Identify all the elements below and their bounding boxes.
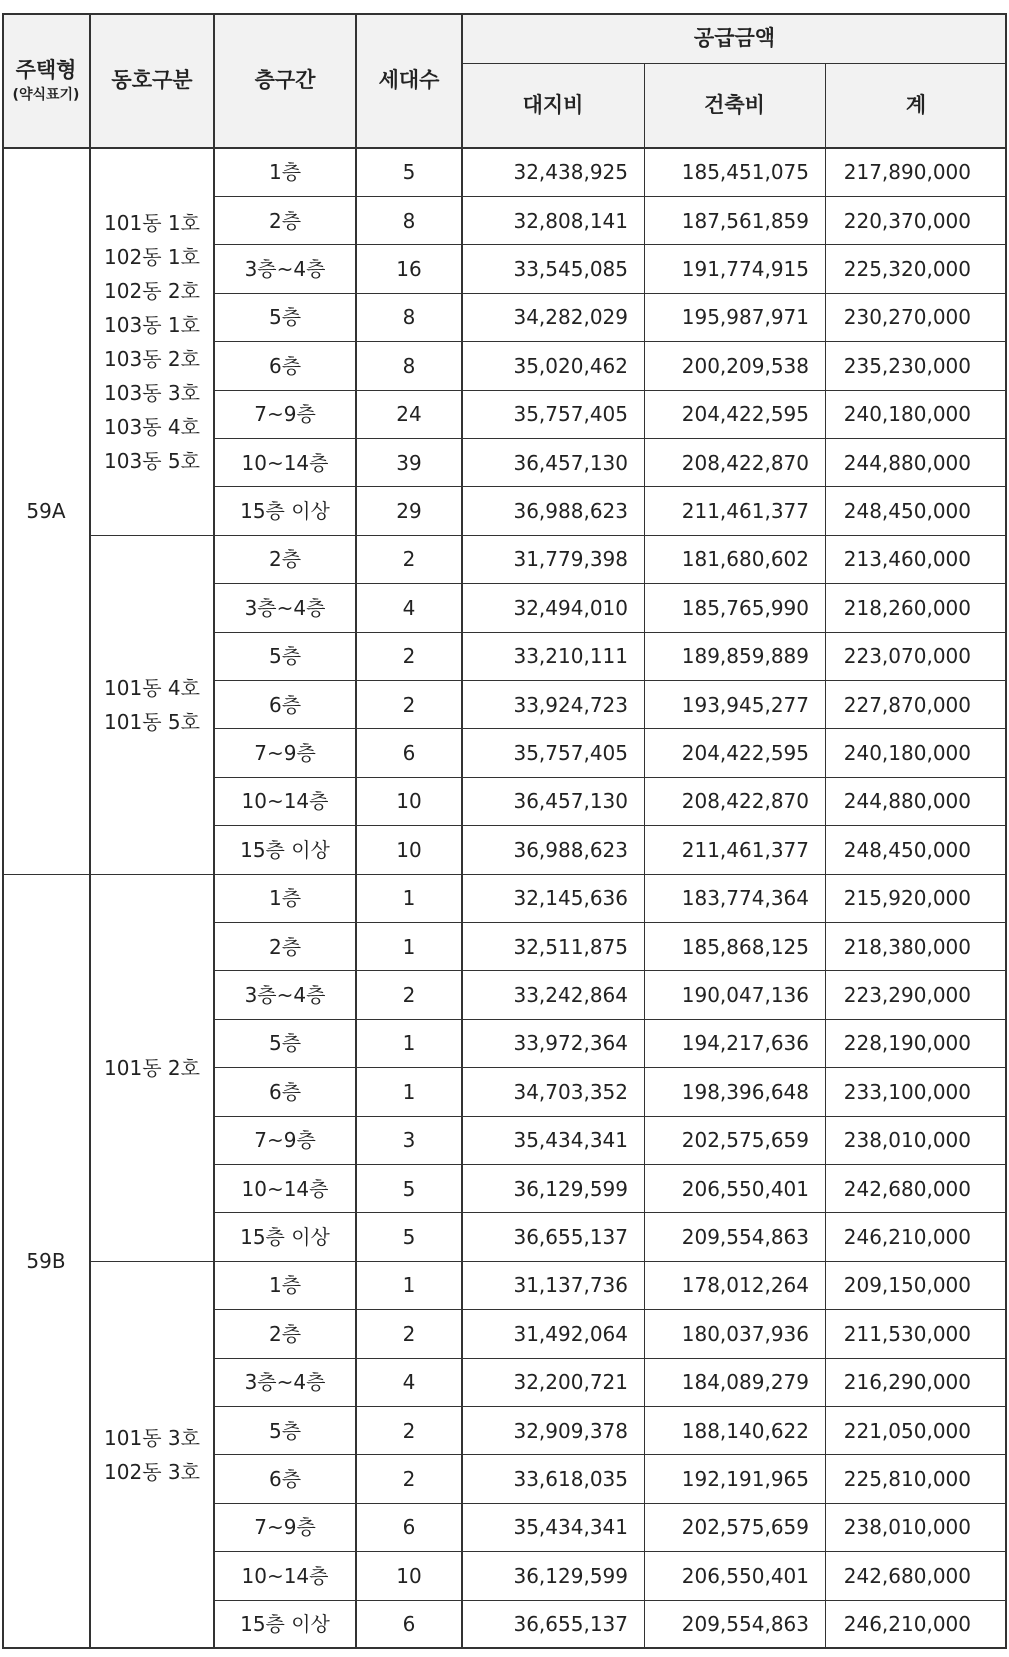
households-cell: 1 bbox=[402, 886, 416, 911]
building-cost-cell: 193,945,277 bbox=[681, 692, 809, 717]
unit-label: 103동 1호 bbox=[104, 312, 200, 337]
floor-range-cell: 3층~4층 bbox=[244, 982, 326, 1007]
households-cell: 1 bbox=[402, 1273, 416, 1298]
land-cost-cell: 32,808,141 bbox=[513, 208, 628, 233]
land-cost-cell: 33,242,864 bbox=[513, 982, 628, 1007]
grid-line bbox=[89, 14, 91, 1648]
building-cost-cell: 183,774,364 bbox=[681, 886, 809, 911]
households-cell: 2 bbox=[402, 692, 416, 717]
total-cell: 211,530,000 bbox=[843, 1321, 971, 1346]
land-cost-cell: 33,545,085 bbox=[513, 256, 628, 281]
building-cost-cell: 211,461,377 bbox=[681, 498, 809, 523]
floor-range-cell: 10~14층 bbox=[241, 1176, 329, 1201]
header-total: 계 bbox=[825, 63, 1007, 148]
unit-group-cell bbox=[90, 148, 214, 535]
households-cell: 5 bbox=[402, 1224, 416, 1249]
grid-line bbox=[461, 14, 463, 1648]
grid-line bbox=[213, 14, 215, 1648]
grid-line bbox=[2, 14, 4, 1648]
total-cell: 220,370,000 bbox=[843, 208, 971, 233]
building-cost-cell: 194,217,636 bbox=[681, 1031, 809, 1056]
unit-label: 102동 3호 bbox=[104, 1459, 200, 1484]
total-cell: 209,150,000 bbox=[843, 1273, 971, 1298]
land-cost-cell: 34,282,029 bbox=[513, 305, 628, 330]
building-cost-cell: 204,422,595 bbox=[681, 740, 809, 765]
grid-line bbox=[2, 1647, 1007, 1649]
land-cost-cell: 36,129,599 bbox=[513, 1176, 628, 1201]
land-cost-cell: 32,200,721 bbox=[513, 1370, 628, 1395]
grid-line bbox=[1005, 14, 1007, 1648]
total-cell: 242,680,000 bbox=[843, 1563, 971, 1588]
building-cost-cell: 208,422,870 bbox=[681, 450, 809, 475]
grid-line bbox=[355, 14, 357, 1648]
total-cell: 225,810,000 bbox=[843, 1466, 971, 1491]
housing-type-cell: 59A bbox=[26, 499, 66, 523]
floor-range-cell: 10~14층 bbox=[241, 789, 329, 814]
floor-range-cell: 5층 bbox=[268, 1418, 302, 1443]
building-cost-cell: 187,561,859 bbox=[681, 208, 809, 233]
households-cell: 1 bbox=[402, 1079, 416, 1104]
households-cell: 8 bbox=[402, 208, 416, 233]
total-cell: 233,100,000 bbox=[843, 1079, 971, 1104]
floor-range-cell: 7~9층 bbox=[254, 1128, 316, 1153]
total-cell: 227,870,000 bbox=[843, 692, 971, 717]
floor-range-cell: 2층 bbox=[268, 934, 302, 959]
building-cost-cell: 200,209,538 bbox=[681, 353, 809, 378]
land-cost-cell: 35,434,341 bbox=[513, 1128, 628, 1153]
floor-range-cell: 5층 bbox=[268, 644, 302, 669]
building-cost-cell: 185,868,125 bbox=[681, 934, 809, 959]
land-cost-cell: 36,655,137 bbox=[513, 1224, 628, 1249]
unit-label: 103동 3호 bbox=[104, 380, 200, 405]
unit-label: 101동 3호 bbox=[104, 1425, 200, 1450]
floor-range-cell: 1층 bbox=[268, 160, 302, 185]
total-cell: 223,290,000 bbox=[843, 982, 971, 1007]
total-cell: 244,880,000 bbox=[843, 789, 971, 814]
building-cost-cell: 206,550,401 bbox=[681, 1563, 809, 1588]
total-cell: 223,070,000 bbox=[843, 644, 971, 669]
land-cost-cell: 32,909,378 bbox=[513, 1418, 628, 1443]
land-cost-cell: 32,511,875 bbox=[513, 934, 628, 959]
households-cell: 4 bbox=[402, 1370, 416, 1395]
unit-group-cell bbox=[90, 1261, 214, 1648]
total-cell: 221,050,000 bbox=[843, 1418, 971, 1443]
building-cost-cell: 204,422,595 bbox=[681, 402, 809, 427]
land-cost-cell: 33,924,723 bbox=[513, 692, 628, 717]
land-cost-cell: 33,210,111 bbox=[513, 644, 628, 669]
grid-line bbox=[462, 63, 1007, 64]
total-cell: 242,680,000 bbox=[843, 1176, 971, 1201]
land-cost-cell: 35,757,405 bbox=[513, 402, 628, 427]
total-cell: 228,190,000 bbox=[843, 1031, 971, 1056]
floor-range-cell: 7~9층 bbox=[254, 402, 316, 427]
land-cost-cell: 36,655,137 bbox=[513, 1612, 628, 1637]
building-cost-cell: 208,422,870 bbox=[681, 789, 809, 814]
floor-range-cell: 6층 bbox=[268, 353, 302, 378]
floor-range-cell: 6층 bbox=[268, 692, 302, 717]
building-cost-cell: 189,859,889 bbox=[681, 644, 809, 669]
land-cost-cell: 33,618,035 bbox=[513, 1466, 628, 1491]
floor-range-cell: 15층 이상 bbox=[240, 498, 330, 523]
building-cost-cell: 190,047,136 bbox=[681, 982, 809, 1007]
land-cost-cell: 33,972,364 bbox=[513, 1031, 628, 1056]
floor-range-cell: 15층 이상 bbox=[240, 1224, 330, 1249]
housing-type-cell: 59B bbox=[26, 1249, 66, 1274]
total-cell: 244,880,000 bbox=[843, 450, 971, 475]
total-cell: 248,450,000 bbox=[843, 498, 971, 523]
land-cost-cell: 36,988,623 bbox=[513, 837, 628, 862]
header-land-cost: 대지비 bbox=[462, 63, 644, 148]
total-cell: 240,180,000 bbox=[843, 740, 971, 765]
unit-label: 103동 2호 bbox=[104, 346, 200, 371]
land-cost-cell: 34,703,352 bbox=[513, 1079, 628, 1104]
building-cost-cell: 181,680,602 bbox=[681, 547, 809, 572]
land-cost-cell: 32,145,636 bbox=[513, 886, 628, 911]
total-cell: 240,180,000 bbox=[843, 402, 971, 427]
households-cell: 2 bbox=[402, 1466, 416, 1491]
households-cell: 6 bbox=[402, 740, 416, 765]
households-cell: 39 bbox=[396, 450, 422, 475]
building-cost-cell: 191,774,915 bbox=[681, 256, 809, 281]
households-cell: 2 bbox=[402, 644, 416, 669]
land-cost-cell: 35,757,405 bbox=[513, 740, 628, 765]
total-cell: 238,010,000 bbox=[843, 1515, 971, 1540]
floor-range-cell: 1층 bbox=[268, 886, 302, 911]
total-cell: 230,270,000 bbox=[843, 305, 971, 330]
building-cost-cell: 202,575,659 bbox=[681, 1128, 809, 1153]
households-cell: 8 bbox=[402, 353, 416, 378]
households-cell: 2 bbox=[402, 1321, 416, 1346]
total-cell: 238,010,000 bbox=[843, 1128, 971, 1153]
header-floor-range: 층구간 bbox=[214, 14, 356, 148]
header-households: 세대수 bbox=[356, 14, 462, 148]
total-cell: 248,450,000 bbox=[843, 837, 971, 862]
households-cell: 16 bbox=[396, 256, 422, 281]
header-housing-type-label: 주택형 bbox=[15, 58, 77, 82]
unit-label: 103동 5호 bbox=[104, 448, 200, 473]
grid-line bbox=[644, 63, 645, 1648]
land-cost-cell: 36,988,623 bbox=[513, 498, 628, 523]
building-cost-cell: 195,987,971 bbox=[681, 305, 809, 330]
households-cell: 24 bbox=[396, 402, 422, 427]
land-cost-cell: 31,779,398 bbox=[513, 547, 628, 572]
total-cell: 218,260,000 bbox=[843, 595, 971, 620]
unit-label: 102동 2호 bbox=[104, 278, 200, 303]
unit-label: 103동 4호 bbox=[104, 414, 200, 439]
land-cost-cell: 32,494,010 bbox=[513, 595, 628, 620]
total-cell: 246,210,000 bbox=[843, 1612, 971, 1637]
total-cell: 218,380,000 bbox=[843, 934, 971, 959]
total-cell: 225,320,000 bbox=[843, 256, 971, 281]
building-cost-cell: 185,451,075 bbox=[681, 160, 809, 185]
building-cost-cell: 192,191,965 bbox=[681, 1466, 809, 1491]
unit-group-cell bbox=[90, 535, 214, 874]
floor-range-cell: 2층 bbox=[268, 1321, 302, 1346]
households-cell: 5 bbox=[402, 1176, 416, 1201]
grid-line bbox=[2, 13, 1007, 15]
building-cost-cell: 184,089,279 bbox=[681, 1370, 809, 1395]
building-cost-cell: 209,554,863 bbox=[681, 1612, 809, 1637]
households-cell: 4 bbox=[402, 595, 416, 620]
households-cell: 6 bbox=[402, 1515, 416, 1540]
land-cost-cell: 35,020,462 bbox=[513, 353, 628, 378]
households-cell: 10 bbox=[396, 789, 422, 814]
building-cost-cell: 178,012,264 bbox=[681, 1273, 809, 1298]
floor-range-cell: 7~9층 bbox=[254, 1515, 316, 1540]
building-cost-cell: 211,461,377 bbox=[681, 837, 809, 862]
building-cost-cell: 185,765,990 bbox=[681, 595, 809, 620]
floor-range-cell: 15층 이상 bbox=[240, 1612, 330, 1637]
building-cost-cell: 209,554,863 bbox=[681, 1224, 809, 1249]
total-cell: 216,290,000 bbox=[843, 1370, 971, 1395]
building-cost-cell: 206,550,401 bbox=[681, 1176, 809, 1201]
header-building-cost: 건축비 bbox=[644, 63, 825, 148]
land-cost-cell: 36,457,130 bbox=[513, 789, 628, 814]
floor-range-cell: 1층 bbox=[268, 1273, 302, 1298]
header-housing-type-sub: (약식표기) bbox=[12, 87, 80, 104]
unit-label: 102동 1호 bbox=[104, 244, 200, 269]
households-cell: 6 bbox=[402, 1612, 416, 1637]
land-cost-cell: 31,137,736 bbox=[513, 1273, 628, 1298]
floor-range-cell: 10~14층 bbox=[241, 1563, 329, 1588]
land-cost-cell: 32,438,925 bbox=[513, 160, 628, 185]
floor-range-cell: 10~14층 bbox=[241, 450, 329, 475]
households-cell: 10 bbox=[396, 1563, 422, 1588]
grid-line bbox=[825, 63, 826, 1648]
header-building-unit: 동호구분 bbox=[90, 14, 214, 148]
unit-label: 101동 5호 bbox=[104, 709, 200, 734]
land-cost-cell: 31,492,064 bbox=[513, 1321, 628, 1346]
building-cost-cell: 180,037,936 bbox=[681, 1321, 809, 1346]
floor-range-cell: 15층 이상 bbox=[240, 837, 330, 862]
households-cell: 29 bbox=[396, 498, 422, 523]
households-cell: 2 bbox=[402, 982, 416, 1007]
households-cell: 2 bbox=[402, 1418, 416, 1443]
households-cell: 2 bbox=[402, 547, 416, 572]
floor-range-cell: 3층~4층 bbox=[244, 1370, 326, 1395]
households-cell: 8 bbox=[402, 305, 416, 330]
total-cell: 217,890,000 bbox=[843, 160, 971, 185]
households-cell: 1 bbox=[402, 934, 416, 959]
building-cost-cell: 198,396,648 bbox=[681, 1079, 809, 1104]
total-cell: 213,460,000 bbox=[843, 547, 971, 572]
floor-range-cell: 2층 bbox=[268, 208, 302, 233]
unit-label: 101동 2호 bbox=[104, 1055, 200, 1080]
unit-label: 101동 4호 bbox=[104, 675, 200, 700]
households-cell: 10 bbox=[396, 837, 422, 862]
land-cost-cell: 36,129,599 bbox=[513, 1563, 628, 1588]
households-cell: 3 bbox=[402, 1128, 416, 1153]
total-cell: 215,920,000 bbox=[843, 886, 971, 911]
floor-range-cell: 3층~4층 bbox=[244, 256, 326, 281]
building-cost-cell: 188,140,622 bbox=[681, 1418, 809, 1443]
households-cell: 1 bbox=[402, 1031, 416, 1056]
unit-group-cell bbox=[90, 874, 214, 1261]
grid-line bbox=[2, 147, 1007, 149]
floor-range-cell: 6층 bbox=[268, 1079, 302, 1104]
header-housing-type bbox=[2, 14, 90, 148]
floor-range-cell: 3층~4층 bbox=[244, 595, 326, 620]
header-supply-amount: 공급금액 bbox=[462, 14, 1007, 63]
building-cost-cell: 202,575,659 bbox=[681, 1515, 809, 1540]
total-cell: 235,230,000 bbox=[843, 353, 971, 378]
floor-range-cell: 7~9층 bbox=[254, 740, 316, 765]
households-cell: 5 bbox=[402, 160, 416, 185]
floor-range-cell: 6층 bbox=[268, 1466, 302, 1491]
land-cost-cell: 36,457,130 bbox=[513, 450, 628, 475]
total-cell: 246,210,000 bbox=[843, 1224, 971, 1249]
floor-range-cell: 2층 bbox=[268, 547, 302, 572]
floor-range-cell: 5층 bbox=[268, 1031, 302, 1056]
land-cost-cell: 35,434,341 bbox=[513, 1515, 628, 1540]
unit-label: 101동 1호 bbox=[104, 210, 200, 235]
floor-range-cell: 5층 bbox=[268, 305, 302, 330]
